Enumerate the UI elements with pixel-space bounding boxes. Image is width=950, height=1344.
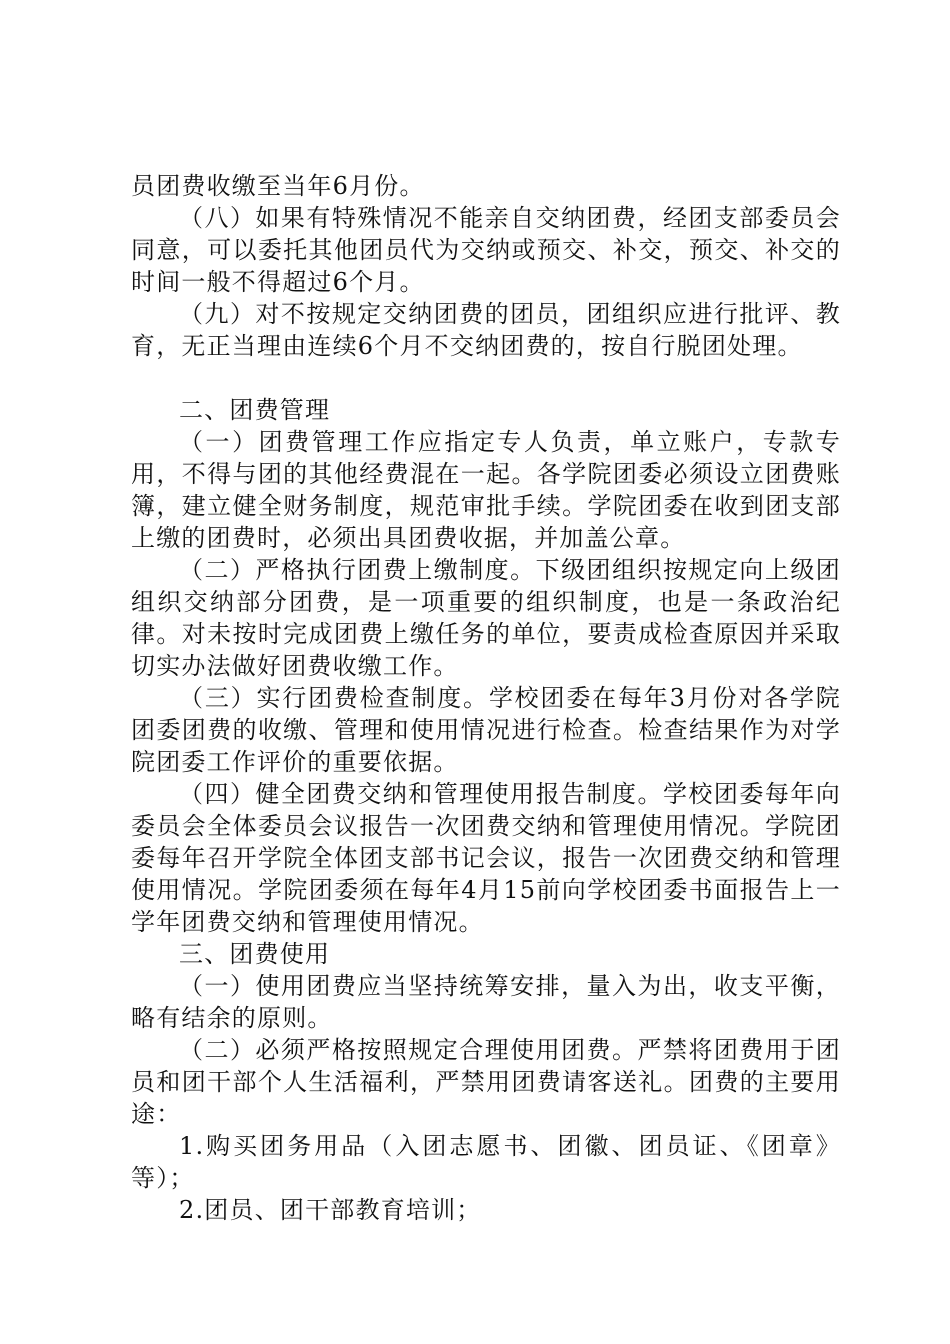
paragraph-usage-1: （一）使用团费应当坚持统筹安排，量入为出，收支平衡，略有结余的原则。: [131, 972, 841, 1032]
section-heading-management: 二、团费管理: [179, 396, 331, 424]
document-body: [131, 170, 841, 1226]
paragraph-item-9: （九）对不按规定交纳团费的团员，团组织应进行批评、教育，无正当理由连续6个月不交纳团费的，按自行脱团处理。: [131, 300, 841, 360]
paragraph-item-8: （八）如果有特殊情况不能亲自交纳团费，经团支部委员会同意，可以委托其他团员代为交纳或预交、补交，预交、补交的时间一般不得超过6个月。: [131, 204, 841, 296]
section-heading-usage: 三、团费使用: [179, 940, 331, 968]
list-item-1: 1.购买团务用品（入团志愿书、团徽、团员证、《团章》等）；: [131, 1132, 841, 1192]
paragraph-management-4: （四）健全团费交纳和管理使用报告制度。学校团委每年向委员会全体委员会议报告一次团费交纳和管理使用情况。学院团委每年召开学院全体团支部书记会议，报告一次团费交纳和管理使用情况。学院团委须在每年4月15前向学校团委书面报告上一学年团费交纳和管理使用情况。: [131, 780, 841, 936]
paragraph-management-2: （二）严格执行团费上缴制度。下级团组织按规定向上级团组织交纳部分团费，是一项重要的组织制度，也是一条政治纪律。对未按时完成团费上缴任务的单位，要责成检查原因并采取切实办法做好团费收缴工作。: [131, 556, 841, 680]
paragraph-continuation: 员团费收缴至当年6月份。: [131, 172, 425, 200]
paragraph-usage-2: （二）必须严格按照规定合理使用团费。严禁将团费用于团员和团干部个人生活福利，严禁用团费请客送礼。团费的主要用途：: [131, 1036, 841, 1128]
paragraph-management-1: （一）团费管理工作应指定专人负责，单立账户，专款专用，不得与团的其他经费混在一起。各学院团委必须设立团费账簿，建立健全财务制度，规范审批手续。学院团委在收到团支部上缴的团费时，必须出具团费收据，并加盖公章。: [131, 428, 841, 552]
paragraph-management-3: （三）实行团费检查制度。学校团委在每年3月份对各学院团委团费的收缴、管理和使用情况进行检查。检查结果作为对学院团委工作评价的重要依据。: [131, 684, 841, 776]
list-item-2: 2.团员、团干部教育培训；: [179, 1196, 482, 1224]
